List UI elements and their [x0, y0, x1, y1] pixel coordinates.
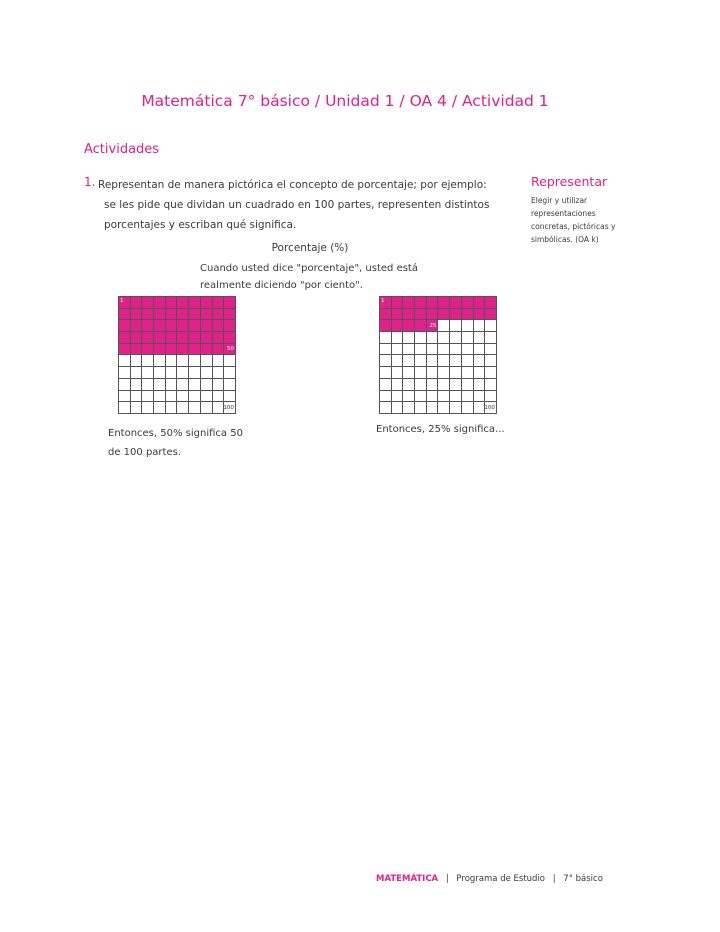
grid-cell-empty: [462, 402, 474, 414]
grid-cell-empty: [462, 379, 474, 391]
grid-cell-filled: [450, 297, 462, 309]
grid-cell-empty: [201, 379, 213, 391]
grid-cell-empty: [142, 391, 154, 403]
sidebar-line: concretas, pictóricas y: [531, 222, 616, 231]
grid-cell-empty: [392, 391, 404, 403]
grid-cell-empty: [415, 379, 427, 391]
figure-intro-line: Cuando usted dice "porcentaje", usted está: [200, 263, 418, 274]
grid-cell-filled: [142, 344, 154, 356]
grid-cell-empty: [427, 367, 439, 379]
grid-cell-label: 50: [226, 346, 234, 353]
grid-cell-filled: [462, 309, 474, 321]
grid-cell-empty: [415, 332, 427, 344]
grid-cell-filled: [177, 320, 189, 332]
grid-cell-empty: [380, 391, 392, 403]
grid-cell-filled: [154, 320, 166, 332]
grid-cell-empty: [166, 355, 178, 367]
grid-cell-filled: [154, 344, 166, 356]
grid-cell-empty: [403, 367, 415, 379]
grid-cell-filled: [213, 309, 225, 321]
grid-cell-filled: [392, 309, 404, 321]
grid-cell-filled: [119, 320, 131, 332]
grid-cell-filled: [177, 344, 189, 356]
grid-cell-filled: [189, 297, 201, 309]
grid-cell-empty: [438, 320, 450, 332]
grid-cell-empty: [485, 332, 497, 344]
sidebar-line: Elegir y utilizar: [531, 196, 588, 205]
grid-cell-empty: [380, 379, 392, 391]
grid-cell-empty: [392, 402, 404, 414]
grid-cell-filled: [142, 309, 154, 321]
footer-program: Programa de Estudio: [456, 874, 545, 884]
item-text-line: se les pide que dividan un cuadrado en 100 partes, representen distintos: [104, 199, 490, 211]
grid-cell-empty: [462, 391, 474, 403]
grid-cell-filled: [450, 309, 462, 321]
grid-cell-empty: [450, 355, 462, 367]
grid-cell-filled: [119, 297, 131, 309]
grid-cell-empty: [485, 402, 497, 414]
grid-cell-empty: [392, 344, 404, 356]
grid-cell-empty: [380, 402, 392, 414]
grid-cell-empty: [177, 379, 189, 391]
footer-separator: |: [445, 874, 449, 884]
grid-cell-empty: [201, 402, 213, 414]
sidebar-line: simbólicas. (OA k): [531, 235, 599, 244]
grid-cell-empty: [392, 332, 404, 344]
grid-cell-empty: [154, 355, 166, 367]
figure-intro-line: realmente diciendo "por ciento".: [200, 280, 363, 291]
item-text-line: porcentajes y escriban qué significa.: [104, 219, 297, 231]
grid-cell-empty: [403, 379, 415, 391]
grid-cell-filled: [213, 332, 225, 344]
grid-cell-empty: [462, 332, 474, 344]
grid-cell-empty: [415, 344, 427, 356]
grid-cell-empty: [462, 320, 474, 332]
caption-50-percent: [108, 424, 248, 462]
grid-cell-empty: [131, 402, 143, 414]
grid-cell-filled: [438, 309, 450, 321]
grid-cell-empty: [142, 355, 154, 367]
grid-cell-empty: [166, 367, 178, 379]
grid-cell-filled: [213, 297, 225, 309]
grid-cell-empty: [142, 367, 154, 379]
grid-cell-filled: [213, 320, 225, 332]
grid-cell-label: 1: [381, 298, 385, 304]
grid-cell-empty: [438, 379, 450, 391]
grid-cell-label: 1: [120, 298, 124, 304]
grid-cell-empty: [485, 367, 497, 379]
grid-cell-filled: [131, 344, 143, 356]
grid-cell-filled: [166, 320, 178, 332]
item-text-line: Representan de manera pictórica el concepto de porcentaje; por ejemplo:: [98, 179, 487, 191]
grid-cell-empty: [392, 367, 404, 379]
grid-cell-empty: [131, 355, 143, 367]
grid-cell-empty: [474, 344, 486, 356]
grid-cell-filled: [201, 297, 213, 309]
grid-cell-filled: [119, 309, 131, 321]
grid-cell-filled: [438, 297, 450, 309]
grid-cell-filled: [427, 309, 439, 321]
caption-line: Entonces, 50% significa 50: [108, 428, 243, 439]
caption-25-percent: Entonces, 25% significa...: [376, 424, 505, 435]
grid-cell-label: 100: [223, 404, 234, 411]
grid-cell-empty: [427, 391, 439, 403]
grid-cell-empty: [438, 355, 450, 367]
grid-cell-empty: [189, 379, 201, 391]
grid-cell-empty: [415, 391, 427, 403]
grid-cell-empty: [450, 320, 462, 332]
grid-cell-filled: [462, 297, 474, 309]
grid-cell-empty: [415, 402, 427, 414]
section-heading: Actividades: [84, 142, 160, 157]
grid-cell-empty: [119, 379, 131, 391]
grid-cell-filled: [201, 344, 213, 356]
grid-cell-filled: [474, 309, 486, 321]
grid-cell-empty: [189, 402, 201, 414]
grid-cell-empty: [189, 391, 201, 403]
grid-cell-filled: [131, 320, 143, 332]
grid-cell-filled: [380, 320, 392, 332]
grid-cell-empty: [427, 379, 439, 391]
grid-cell-empty: [474, 332, 486, 344]
grid-cell-empty: [485, 379, 497, 391]
grid-cell-filled: [485, 297, 497, 309]
grid-cell-filled: [177, 332, 189, 344]
grid-cell-empty: [201, 355, 213, 367]
grid-cell-empty: [474, 391, 486, 403]
grid-cell-empty: [224, 402, 236, 414]
grid-cell-empty: [427, 355, 439, 367]
grid-cell-filled: [201, 320, 213, 332]
grid-cell-filled: [189, 332, 201, 344]
footer-grade: 7° básico: [563, 874, 603, 884]
grid-cell-label: 25: [429, 323, 437, 330]
grid-cell-filled: [427, 297, 439, 309]
grid-cell-empty: [142, 379, 154, 391]
grid-cell-filled: [415, 297, 427, 309]
grid-cell-empty: [403, 344, 415, 356]
grid-cell-empty: [154, 391, 166, 403]
grid-cell-empty: [485, 320, 497, 332]
grid-cell-empty: [450, 379, 462, 391]
grid-cell-empty: [224, 367, 236, 379]
grid-cell-filled: [392, 297, 404, 309]
grid-cell-empty: [485, 391, 497, 403]
footer-brand: MATEMÁTICA: [376, 874, 439, 884]
grid-cell-empty: [177, 402, 189, 414]
grid-cell-filled: [166, 332, 178, 344]
grid-cell-empty: [224, 355, 236, 367]
grid-cell-label: 100: [484, 404, 495, 411]
grid-cell-empty: [450, 344, 462, 356]
grid-cell-empty: [213, 355, 225, 367]
grid-cell-empty: [415, 355, 427, 367]
grid-cell-empty: [438, 344, 450, 356]
grid-cell-empty: [392, 379, 404, 391]
grid-cell-empty: [213, 379, 225, 391]
grid-cell-empty: [392, 355, 404, 367]
grid-cell-empty: [213, 367, 225, 379]
grid-cell-filled: [177, 297, 189, 309]
grid-cell-filled: [224, 320, 236, 332]
grid-cell-filled: [154, 297, 166, 309]
grid-cell-empty: [485, 344, 497, 356]
grid-cell-empty: [380, 367, 392, 379]
grid-cell-empty: [142, 402, 154, 414]
grid-cell-filled: [189, 309, 201, 321]
hundred-grid-25: [379, 296, 497, 414]
grid-cell-empty: [177, 367, 189, 379]
grid-cell-empty: [177, 391, 189, 403]
grid-cell-empty: [485, 355, 497, 367]
grid-cell-empty: [403, 332, 415, 344]
page-footer: [376, 874, 603, 884]
grid-cell-filled: [415, 309, 427, 321]
figure-title: Porcentaje (%): [271, 242, 349, 254]
sidebar-text: [531, 194, 641, 246]
grid-cell-filled: [154, 332, 166, 344]
grid-cell-filled: [131, 297, 143, 309]
grid-cell-empty: [380, 355, 392, 367]
page-title: Matemática 7° básico / Unidad 1 / OA 4 / Actividad 1: [141, 92, 549, 110]
grid-cell-filled: [474, 297, 486, 309]
grid-cell-empty: [380, 332, 392, 344]
grid-cell-empty: [438, 391, 450, 403]
grid-cell-empty: [462, 355, 474, 367]
grid-cell-filled: [119, 332, 131, 344]
grid-cell-empty: [450, 402, 462, 414]
grid-cell-empty: [166, 379, 178, 391]
hundred-grid-50: [118, 296, 236, 414]
grid-cell-empty: [450, 391, 462, 403]
grid-cell-empty: [213, 391, 225, 403]
grid-cell-empty: [131, 367, 143, 379]
grid-cell-empty: [189, 355, 201, 367]
grid-cell-filled: [224, 344, 236, 356]
grid-cell-empty: [438, 332, 450, 344]
grid-cell-empty: [474, 355, 486, 367]
grid-cell-filled: [380, 297, 392, 309]
grid-cell-empty: [450, 332, 462, 344]
grid-cell-empty: [474, 367, 486, 379]
grid-cell-empty: [189, 367, 201, 379]
grid-cell-filled: [485, 309, 497, 321]
grid-cell-empty: [450, 367, 462, 379]
caption-line: de 100 partes.: [108, 447, 181, 458]
grid-cell-empty: [380, 344, 392, 356]
grid-cell-empty: [403, 402, 415, 414]
grid-cell-filled: [119, 344, 131, 356]
grid-cell-empty: [166, 402, 178, 414]
sidebar-line: representaciones: [531, 209, 596, 218]
grid-cell-empty: [474, 320, 486, 332]
grid-cell-filled: [403, 297, 415, 309]
grid-cell-empty: [427, 344, 439, 356]
grid-cell-empty: [154, 402, 166, 414]
grid-cell-filled: [142, 320, 154, 332]
sidebar-title: Representar: [531, 174, 608, 189]
grid-cell-filled: [142, 332, 154, 344]
grid-cell-empty: [403, 355, 415, 367]
grid-cell-empty: [119, 391, 131, 403]
grid-cell-filled: [154, 309, 166, 321]
grid-cell-filled: [189, 320, 201, 332]
grid-cell-empty: [154, 379, 166, 391]
grid-cell-filled: [224, 332, 236, 344]
grid-cell-filled: [166, 344, 178, 356]
grid-cell-filled: [403, 309, 415, 321]
grid-cell-filled: [380, 309, 392, 321]
grid-cell-empty: [119, 367, 131, 379]
grid-cell-empty: [201, 391, 213, 403]
grid-cell-filled: [392, 320, 404, 332]
grid-cell-empty: [427, 332, 439, 344]
grid-cell-filled: [201, 309, 213, 321]
grid-cell-empty: [438, 402, 450, 414]
grid-cell-empty: [438, 367, 450, 379]
grid-cell-filled: [213, 344, 225, 356]
item-number: 1.: [84, 175, 96, 189]
grid-cell-empty: [119, 402, 131, 414]
grid-cell-filled: [224, 297, 236, 309]
grid-cell-empty: [154, 367, 166, 379]
grid-cell-filled: [166, 297, 178, 309]
grid-cell-empty: [131, 379, 143, 391]
grid-cell-filled: [201, 332, 213, 344]
grid-cell-filled: [177, 309, 189, 321]
grid-cell-filled: [189, 344, 201, 356]
grid-cell-empty: [131, 391, 143, 403]
grid-cell-empty: [166, 391, 178, 403]
grid-cell-filled: [142, 297, 154, 309]
grid-cell-empty: [224, 391, 236, 403]
grid-cell-filled: [224, 309, 236, 321]
grid-cell-empty: [201, 367, 213, 379]
grid-cell-filled: [131, 309, 143, 321]
grid-cell-empty: [403, 391, 415, 403]
grid-cell-empty: [427, 402, 439, 414]
item-text: [98, 175, 498, 235]
footer-separator: |: [552, 874, 556, 884]
grid-cell-filled: [415, 320, 427, 332]
grid-cell-empty: [415, 367, 427, 379]
grid-cell-empty: [119, 355, 131, 367]
figure-intro: [200, 260, 430, 294]
grid-cell-empty: [474, 379, 486, 391]
grid-cell-empty: [177, 355, 189, 367]
grid-cell-empty: [224, 379, 236, 391]
grid-cell-filled: [131, 332, 143, 344]
grid-cell-filled: [166, 309, 178, 321]
grid-cell-empty: [462, 367, 474, 379]
grid-cell-filled: [403, 320, 415, 332]
grid-cell-empty: [462, 344, 474, 356]
grid-cell-filled: [427, 320, 439, 332]
